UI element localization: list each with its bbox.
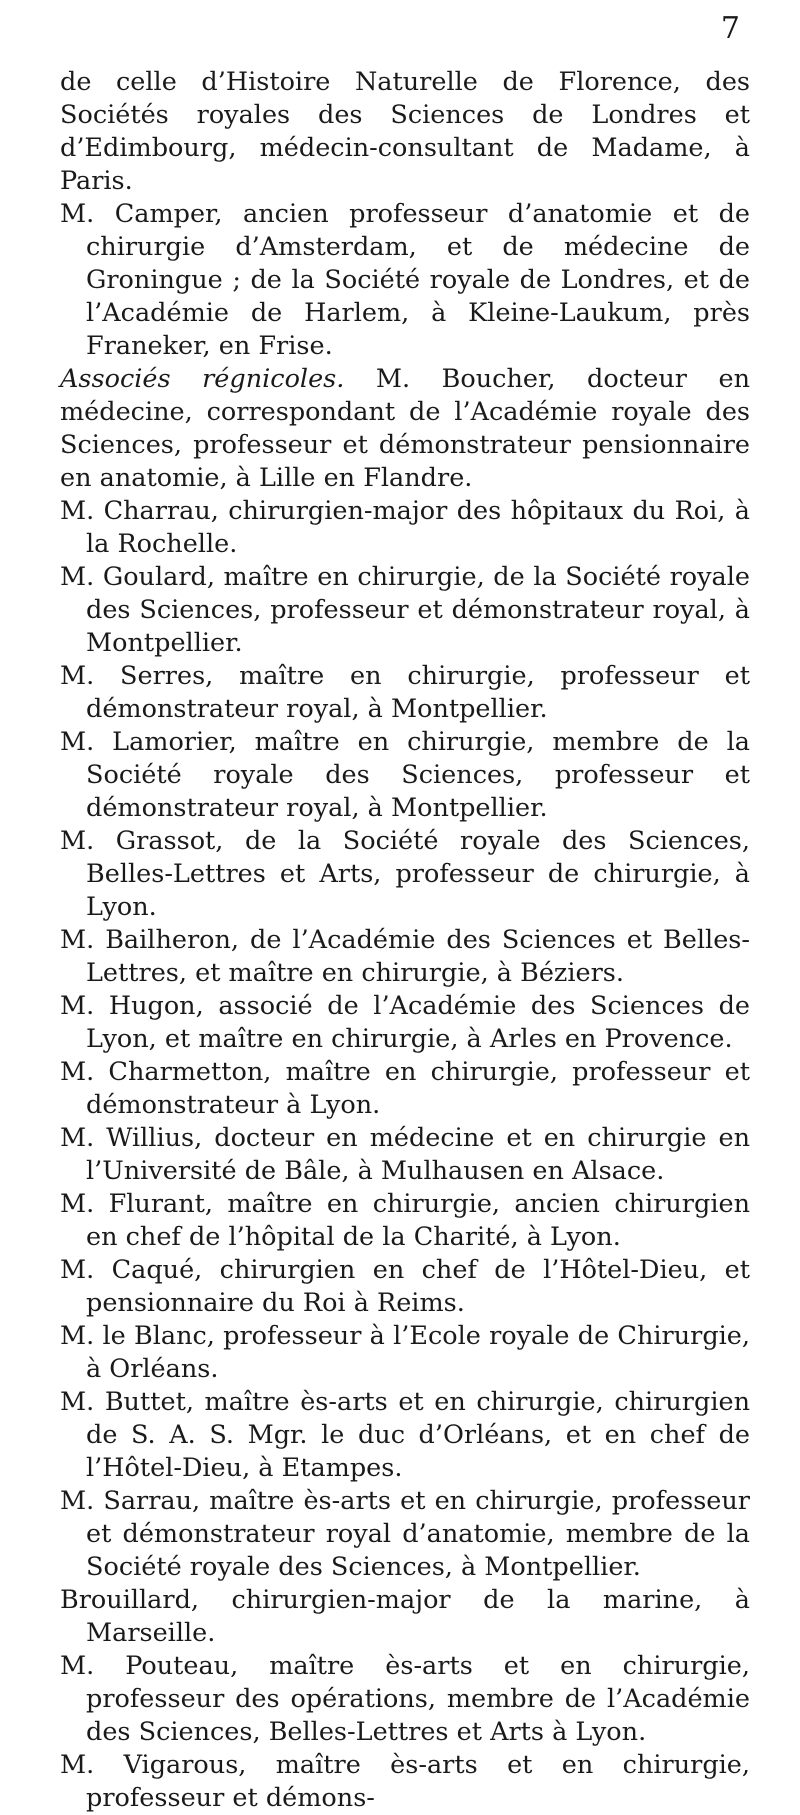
list-entry xyxy=(60,1320,750,1386)
list-entry-continuation xyxy=(60,66,750,198)
entry-text: M. Serres, maître en chirurgie, professeur et démonstrateur royal, à Montpellier. xyxy=(60,661,750,724)
entry-text: M. Lamorier, maître en chirurgie, membre de la Société royale des Sciences, professeur et démonstrateur royal, à Montpellier. xyxy=(60,727,750,823)
entry-text: M. Boucher, docteur en médecine, correspondant de l’Académie royale des Sciences, professeur et démonstrateur pensionnaire en anatomie, à Lille en Flandre. xyxy=(60,364,750,493)
entry-text: M. Pouteau, maître ès-arts et en chirurgie, professeur des opérations, membre de l’Académie des Sciences, Belles-Lettres et Arts à Lyon. xyxy=(60,1651,750,1747)
entry-text: M. Willius, docteur en médecine et en chirurgie en l’Université de Bâle, à Mulhausen en Alsace. xyxy=(60,1123,750,1186)
entry-text: M. Charrau, chirurgien-major des hôpitaux du Roi, à la Rochelle. xyxy=(60,496,750,559)
list-entry xyxy=(60,1188,750,1254)
entry-text: M. Bailheron, de l’Académie des Sciences et Belles-Lettres, et maître en chirurgie, à Béziers. xyxy=(60,925,750,988)
section-heading: Associés régnicoles. xyxy=(60,364,345,394)
list-entry xyxy=(60,1749,750,1815)
entry-text: M. Caqué, chirurgien en chef de l’Hôtel-Dieu, et pensionnaire du Roi à Reims. xyxy=(60,1255,750,1318)
list-entry xyxy=(60,1122,750,1188)
entry-text: M. Sarrau, maître ès-arts et en chirurgie, professeur et démonstrateur royal d’anatomie, membre de la Société royale des Sciences, à Montpellier. xyxy=(60,1486,750,1582)
member-list xyxy=(60,66,750,1815)
list-entry xyxy=(60,990,750,1056)
list-entry xyxy=(60,726,750,825)
list-entry xyxy=(60,561,750,660)
list-entry xyxy=(60,924,750,990)
entry-text: M. Charmetton, maître en chirurgie, professeur et démonstrateur à Lyon. xyxy=(60,1057,750,1120)
list-entry-section-start xyxy=(60,363,750,495)
list-entry xyxy=(60,495,750,561)
entry-text: de celle d’Histoire Naturelle de Florence, des Sociétés royales des Sciences de Londres et d’Edimbourg, médecin-consultant de Madame, à Paris. xyxy=(60,67,750,196)
entry-text: M. Flurant, maître en chirurgie, ancien chirurgien en chef de l’hôpital de la Charité, à Lyon. xyxy=(60,1189,750,1252)
list-entry xyxy=(60,825,750,924)
entry-text: M. Goulard, maître en chirurgie, de la Société royale des Sciences, professeur et démonstrateur royal, à Montpellier. xyxy=(60,562,750,658)
entry-text: M. Vigarous, maître ès-arts et en chirurgie, professeur et démons- xyxy=(60,1750,750,1813)
list-entry xyxy=(60,1650,750,1749)
entry-text: M. Grassot, de la Société royale des Sciences, Belles-Lettres et Arts, professeur de chirurgie, à Lyon. xyxy=(60,826,750,922)
entry-text: M. Hugon, associé de l’Académie des Sciences de Lyon, et maître en chirurgie, à Arles en Provence. xyxy=(60,991,750,1054)
list-entry xyxy=(60,1584,750,1650)
entry-text: M. le Blanc, professeur à l’Ecole royale de Chirurgie, à Orléans. xyxy=(60,1321,750,1384)
entry-text: M. Buttet, maître ès-arts et en chirurgie, chirurgien de S. A. S. Mgr. le duc d’Orléans, et en chef de l’Hôtel-Dieu, à Etampes. xyxy=(60,1387,750,1483)
list-entry xyxy=(60,1056,750,1122)
entry-text: M. Camper, ancien professeur d’anatomie et de chirurgie d’Amsterdam, et de médecine de Groningue ; de la Société royale de Londres, et de l’Académie de Harlem, à Kleine-Laukum, près Franeker, en Frise. xyxy=(60,199,750,361)
page-number: 7 xyxy=(720,11,740,46)
list-entry xyxy=(60,198,750,363)
entry-text: Brouillard, chirurgien-major de la marine, à Marseille. xyxy=(60,1585,750,1648)
list-entry xyxy=(60,660,750,726)
list-entry xyxy=(60,1254,750,1320)
list-entry xyxy=(60,1485,750,1584)
list-entry xyxy=(60,1386,750,1485)
